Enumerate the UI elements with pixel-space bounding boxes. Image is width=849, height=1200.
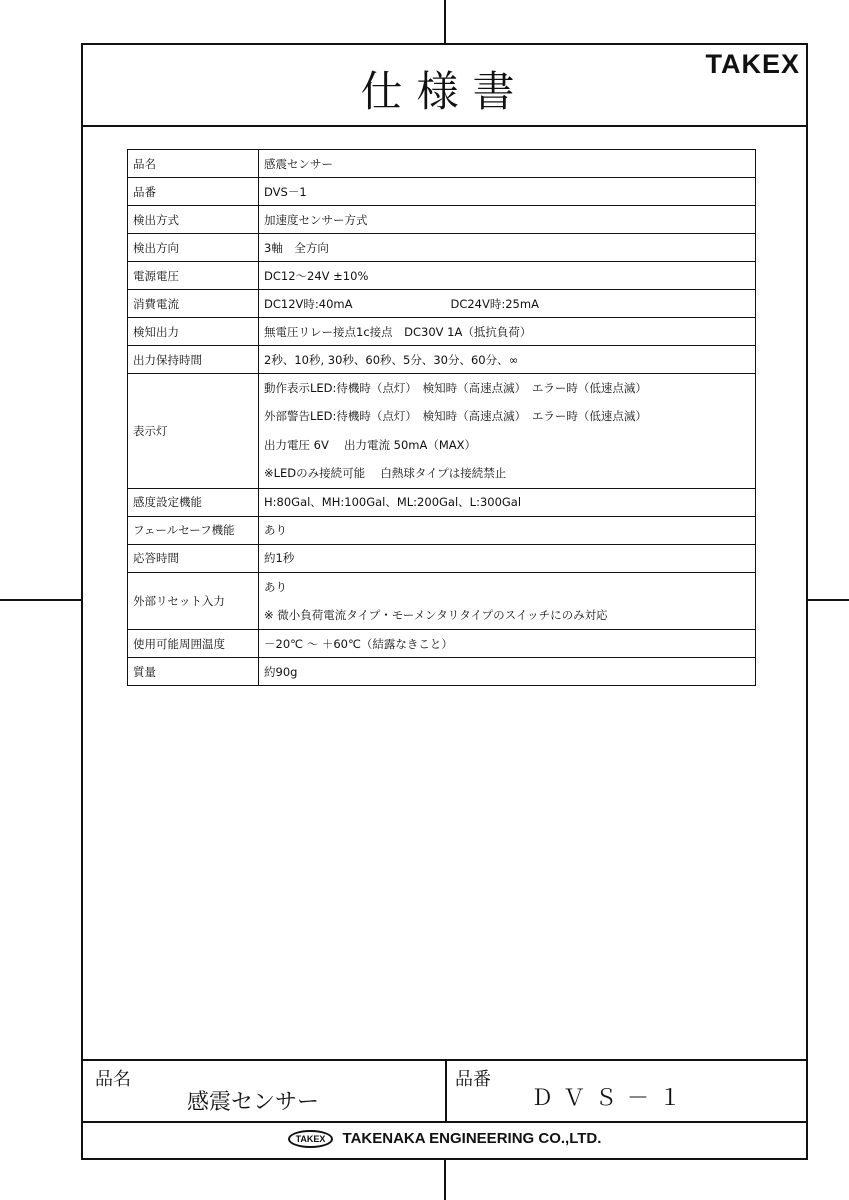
company-name: TAKENAKA ENGINEERING CO.,LTD.	[342, 1130, 602, 1147]
spec-label: 消費電流	[128, 290, 259, 318]
spec-value: －20℃ ～ ＋60℃（結露なきこと）	[259, 630, 756, 658]
product-number-value: ＤＶＳ－１	[531, 1086, 692, 1111]
spec-row	[128, 206, 756, 234]
spec-row	[128, 262, 756, 290]
spec-value: 約1秒	[259, 544, 756, 572]
takex-logo: TAKEX	[705, 49, 800, 79]
spec-value-text: DC24V時:25mA	[450, 296, 539, 311]
spec-value: 3軸 全方向	[259, 234, 756, 262]
spec-label: 表示灯	[128, 374, 259, 489]
crop-mark-right	[808, 599, 849, 601]
crop-mark-bottom	[444, 1160, 446, 1200]
spec-value-line: あり	[264, 579, 287, 594]
spec-value-line: ※LEDのみ接続可能 白熱球タイプは接続禁止	[264, 466, 507, 481]
spec-label: 出力保持時間	[128, 346, 259, 374]
spec-value	[259, 374, 756, 489]
spec-value: H:80Gal、MH:100Gal、ML:200Gal、L:300Gal	[259, 488, 756, 516]
spec-value-line: 動作表示LED:待機時（点灯） 検知時（高速点滅） エラー時（低速点滅）	[264, 381, 647, 395]
product-number-label: 品番	[455, 1069, 491, 1090]
company-logo-oval: TAKEX	[288, 1130, 334, 1148]
spec-value-text: DC12V時:40mA	[264, 296, 353, 311]
product-name-value: 感震センサー	[187, 1090, 320, 1115]
spec-row	[128, 150, 756, 178]
spec-row	[128, 178, 756, 206]
spec-label: 検出方式	[128, 206, 259, 234]
spec-label: 品名	[128, 150, 259, 178]
spec-label: 品番	[128, 178, 259, 206]
spec-row	[128, 544, 756, 572]
spec-label: 検出方向	[128, 234, 259, 262]
spec-label: 感度設定機能	[128, 488, 259, 516]
spec-row	[128, 318, 756, 346]
spec-row	[128, 630, 756, 658]
crop-mark-top	[444, 0, 446, 43]
spec-label: 電源電圧	[128, 262, 259, 290]
spec-value: DC12～24V ±10%	[259, 262, 756, 290]
spec-label: 使用可能周囲温度	[128, 630, 259, 658]
product-info-divider	[445, 1061, 447, 1121]
document-frame	[81, 43, 808, 1160]
spec-label: 外部リセット入力	[128, 572, 259, 630]
spec-value: 加速度センサー方式	[259, 206, 756, 234]
spec-label: 検知出力	[128, 318, 259, 346]
spec-row	[128, 572, 756, 630]
spec-row	[128, 234, 756, 262]
spec-label: フェールセーフ機能	[128, 516, 259, 544]
spec-label: 応答時間	[128, 544, 259, 572]
spec-value: 2秒、10秒, 30秒、60秒、5分、30分、60分、∞	[259, 346, 756, 374]
product-info-row	[83, 1059, 806, 1121]
spec-value: あり	[259, 516, 756, 544]
spec-row	[128, 516, 756, 544]
spec-value-line: 出力電圧 6V 出力電流 50mA（MAX）	[264, 437, 477, 452]
spec-value: DVS－1	[259, 178, 756, 206]
spec-table	[127, 149, 756, 686]
spec-value-line: ※ 微小負荷電流タイプ・モーメンタリタイプのスイッチにのみ対応	[264, 608, 608, 623]
spec-row	[128, 290, 756, 318]
spec-value: 感震センサー	[259, 150, 756, 178]
spec-value	[259, 290, 756, 318]
spec-value: 無電圧リレー接点1c接点 DC30V 1A（抵抗負荷）	[259, 318, 756, 346]
spec-value	[259, 572, 756, 630]
spec-value: 約90g	[259, 658, 756, 686]
spec-row	[128, 658, 756, 686]
spec-value-line: 外部警告LED:待機時（点灯） 検知時（高速点滅） エラー時（低速点滅）	[264, 409, 647, 424]
spec-row	[128, 488, 756, 516]
spec-row	[128, 346, 756, 374]
crop-mark-left	[0, 599, 81, 601]
title-row	[83, 45, 806, 127]
spec-row	[128, 374, 756, 489]
product-name-label: 品名	[95, 1069, 131, 1090]
document-title: 仕様書	[360, 67, 529, 116]
spec-label: 質量	[128, 658, 259, 686]
company-footer	[83, 1121, 806, 1158]
